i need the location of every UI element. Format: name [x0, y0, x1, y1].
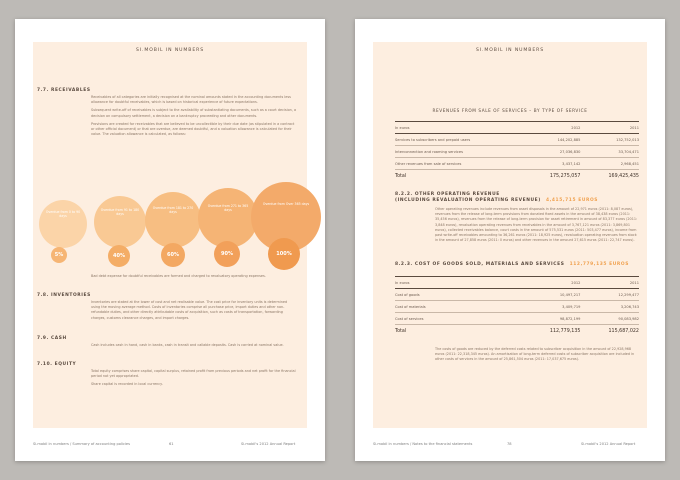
table-cell: 33,704,471 [580, 146, 639, 158]
table-row [395, 301, 639, 313]
percent-badge-100 [268, 238, 300, 270]
table-row [395, 158, 639, 170]
left-footer-report: Si.mobil's 2012 Annual Report [241, 442, 296, 446]
overdue-percent: 60% [167, 252, 179, 258]
table-cell: 3,206,743 [580, 301, 639, 313]
table-cell: 10,497,217 [522, 289, 581, 301]
overdue-percent: 40% [113, 253, 125, 259]
overdue-percent: 90% [221, 251, 233, 257]
table-cell: 112,779,135 [522, 325, 581, 339]
table-cell: 3,409,719 [522, 301, 581, 313]
other-revenue-subheading: (INCLUDING REVALUATION OPERATING REVENUE) [395, 198, 541, 203]
left-page-header: SI.MOBIL IN NUMBERS [135, 48, 205, 53]
inventories-heading: 7.8. INVENTORIES [37, 293, 91, 298]
table-cell: Other revenues from sale of services [395, 158, 522, 170]
column-header: 2012 [522, 122, 581, 134]
right-page-header: SI.MOBIL IN NUMBERS [475, 48, 545, 53]
receivables-paragraph: Provisions are created for receivables that are believed to be uncollectible by their due date (as stipulated in a contract or other official document) or that are overdue, are deemed doubtful, and a valuation allowance is calculated for their value. The valuation allowance is calculated, as follows: [91, 121, 295, 137]
cogs-amount: 112,779,135 EUROS [569, 262, 630, 267]
equity-paragraph: Share capital is recorded in local currency. [91, 382, 163, 387]
table-cell: 98,872,199 [522, 313, 581, 325]
table-cell: 3,437,142 [522, 158, 581, 170]
left-footer-section: Si.mobil in numbers / Summary of accounting policies [33, 442, 131, 446]
table-cell: Total [395, 170, 522, 184]
revenue-table [395, 121, 639, 183]
table-cell: Cost of services [395, 313, 522, 325]
overdue-circle-60 [145, 192, 201, 248]
receivables-text [91, 95, 297, 140]
table-row [395, 146, 639, 158]
receivables-paragraph: Receivables of all categories are initially recognised at the nominal amounts stated in the accounting documents less allowance for doubtful receivables, which is based on historical experience of future expectations. [91, 95, 291, 105]
table-cell: 169,425,435 [580, 170, 639, 184]
overdue-circle-label: Overdue from 271 to 365 days [207, 204, 249, 213]
overdue-percent: 5% [54, 252, 64, 258]
other-revenue-text: Other operating revenues include revenues from asset disposals in the amount of 22,971 euros (2011: 8,087 euros), revenues from the release of long-term provisions from donated fixed assets in the amount of 38,438 euros (2011: 35,456 euros), revenues from the release of long-term provision for asset retirement in amount of 83,377 euros (2011: 3,848 euros), revaluation operating revenues from receivables in the amount of 3,767,121 euros (2011: 3,869,801 euros), collected receivables balance, court costs in the amount of 575,531 euros (2011: 503,477 euros), income from past write-off receivables amounting to 36,261 euros (2011: 18,925 euros), revaluation operating revenues from stock in the amount of 27,858 euros (2011: 0 euros) and other revenues in the amount 27,615 euros (2011: 22,747 euros). [435, 207, 638, 243]
table-cell: Interconnection and roaming services [395, 146, 522, 158]
equity-paragraph: Total equity comprises share capital, capital surplus, retained profit from previous periods and net profit for the financial period not yet appropriated. [91, 369, 296, 379]
cash-text: Cash includes cash in hand, cash in banks, cash in transit and callable deposits. Cash is carried at nominal value. [91, 343, 284, 347]
overdue-circle-label: Overdue from 91 to 180 days [100, 208, 140, 217]
table-row [395, 289, 639, 301]
table-cell: 175,275,057 [522, 170, 581, 184]
left-page-number: 61 [169, 442, 174, 446]
percent-badge-5 [51, 247, 67, 263]
overdue-circle-5 [39, 200, 87, 248]
equity-heading: 7.10. EQUITY [37, 362, 77, 367]
table-row [395, 134, 639, 146]
table-cell: Total [395, 325, 522, 339]
inventories-text: Inventories are stated at the lower of cost and net realisable value. The cost price for inventory units is determined using the moving average method. Costs of inventories comprise all purchase price, import duties and other non-refundable duties, and other directly attributable costs of acquisition, such as costs of transportation, forwarding charges, customs clearance charges, and import charges. [91, 300, 288, 320]
table-cell: 132,752,013 [580, 134, 639, 146]
column-header: In euros [395, 122, 522, 134]
column-header: 2011 [580, 277, 639, 289]
table-cell: Cost of materials [395, 301, 522, 313]
equity-text [91, 369, 297, 391]
table-cell: 27,036,830 [522, 146, 581, 158]
percent-badge-40 [108, 245, 130, 267]
table-cell: 115,687,022 [580, 325, 639, 339]
other-revenue-heading: 8.2.2. OTHER OPERATING REVENUE [395, 192, 500, 197]
table-total-row [395, 170, 639, 184]
column-header: In euros [395, 277, 522, 289]
column-header: 2011 [580, 122, 639, 134]
overdue-circle-90 [198, 188, 258, 248]
table-cell: 144,202,885 [522, 134, 581, 146]
cogs-heading-line [395, 262, 629, 267]
table-header-row [395, 277, 639, 289]
table-cell: Cost of goods [395, 289, 522, 301]
percent-badge-90 [214, 241, 240, 267]
receivables-heading: 7.7. RECEIVABLES [37, 88, 91, 93]
overdue-circle-label: Overdue from 0 to 90 days [45, 210, 81, 219]
overdue-circle-40 [94, 196, 146, 248]
table-cell: 90,083,982 [580, 313, 639, 325]
bad-debt-text: Bad debt expense for doubtful receivables are formed and charged to revaluatory operating expenses. [91, 274, 266, 278]
left-page [15, 19, 325, 461]
right-page-number: 78 [507, 442, 512, 446]
cogs-heading: 8.2.3. COST OF GOODS SOLD, MATERIALS AND SERVICES [395, 262, 565, 267]
overdue-percent: 100% [276, 251, 292, 257]
right-page [355, 19, 665, 461]
other-revenue-heading-line2 [395, 198, 598, 203]
overdue-circle-label: Overdue from 181 to 270 days [152, 206, 194, 215]
cogs-table [395, 276, 639, 338]
table-row [395, 313, 639, 325]
cogs-note: The costs of goods are reduced by the deferred costs related to subscriber acquisition in the amount of 22,928,968 euros (2011: 22,318,345 euros). An amortisation of long-term deferred costs of subscriber acquisition are included in other costs of services in the amount of 25,861,504 euros (2011: 17,037,675 euros). [435, 347, 635, 362]
cash-heading: 7.9. CASH [37, 336, 67, 341]
right-content-panel [373, 42, 647, 428]
revenue-table-title: REVENUES FROM SALE OF SERVICES – BY TYPE OF SERVICE [432, 108, 588, 113]
table-cell: 12,299,477 [580, 289, 639, 301]
right-footer-section: Si.mobil in numbers / Notes to the financial statements [373, 442, 473, 446]
receivables-paragraph: Subsequent write-off of receivables is subject to the availability of substantiating documents, such as a court decision, a decision on compulsory settlement, a decision on a bankruptcy proceeding and other documents. [91, 108, 297, 118]
table-cell: Services to subscribers and prepaid users [395, 134, 522, 146]
overdue-circle-label: Overdue from Over 365 days [262, 202, 310, 206]
right-footer-report: Si.mobil's 2012 Annual Report [581, 442, 636, 446]
percent-badge-60 [161, 243, 185, 267]
table-cell: 2,968,451 [580, 158, 639, 170]
other-revenue-amount: 4,415,715 EUROS [545, 198, 599, 203]
column-header: 2012 [522, 277, 581, 289]
table-total-row [395, 325, 639, 339]
left-content-panel [33, 42, 310, 428]
table-header-row [395, 122, 639, 134]
